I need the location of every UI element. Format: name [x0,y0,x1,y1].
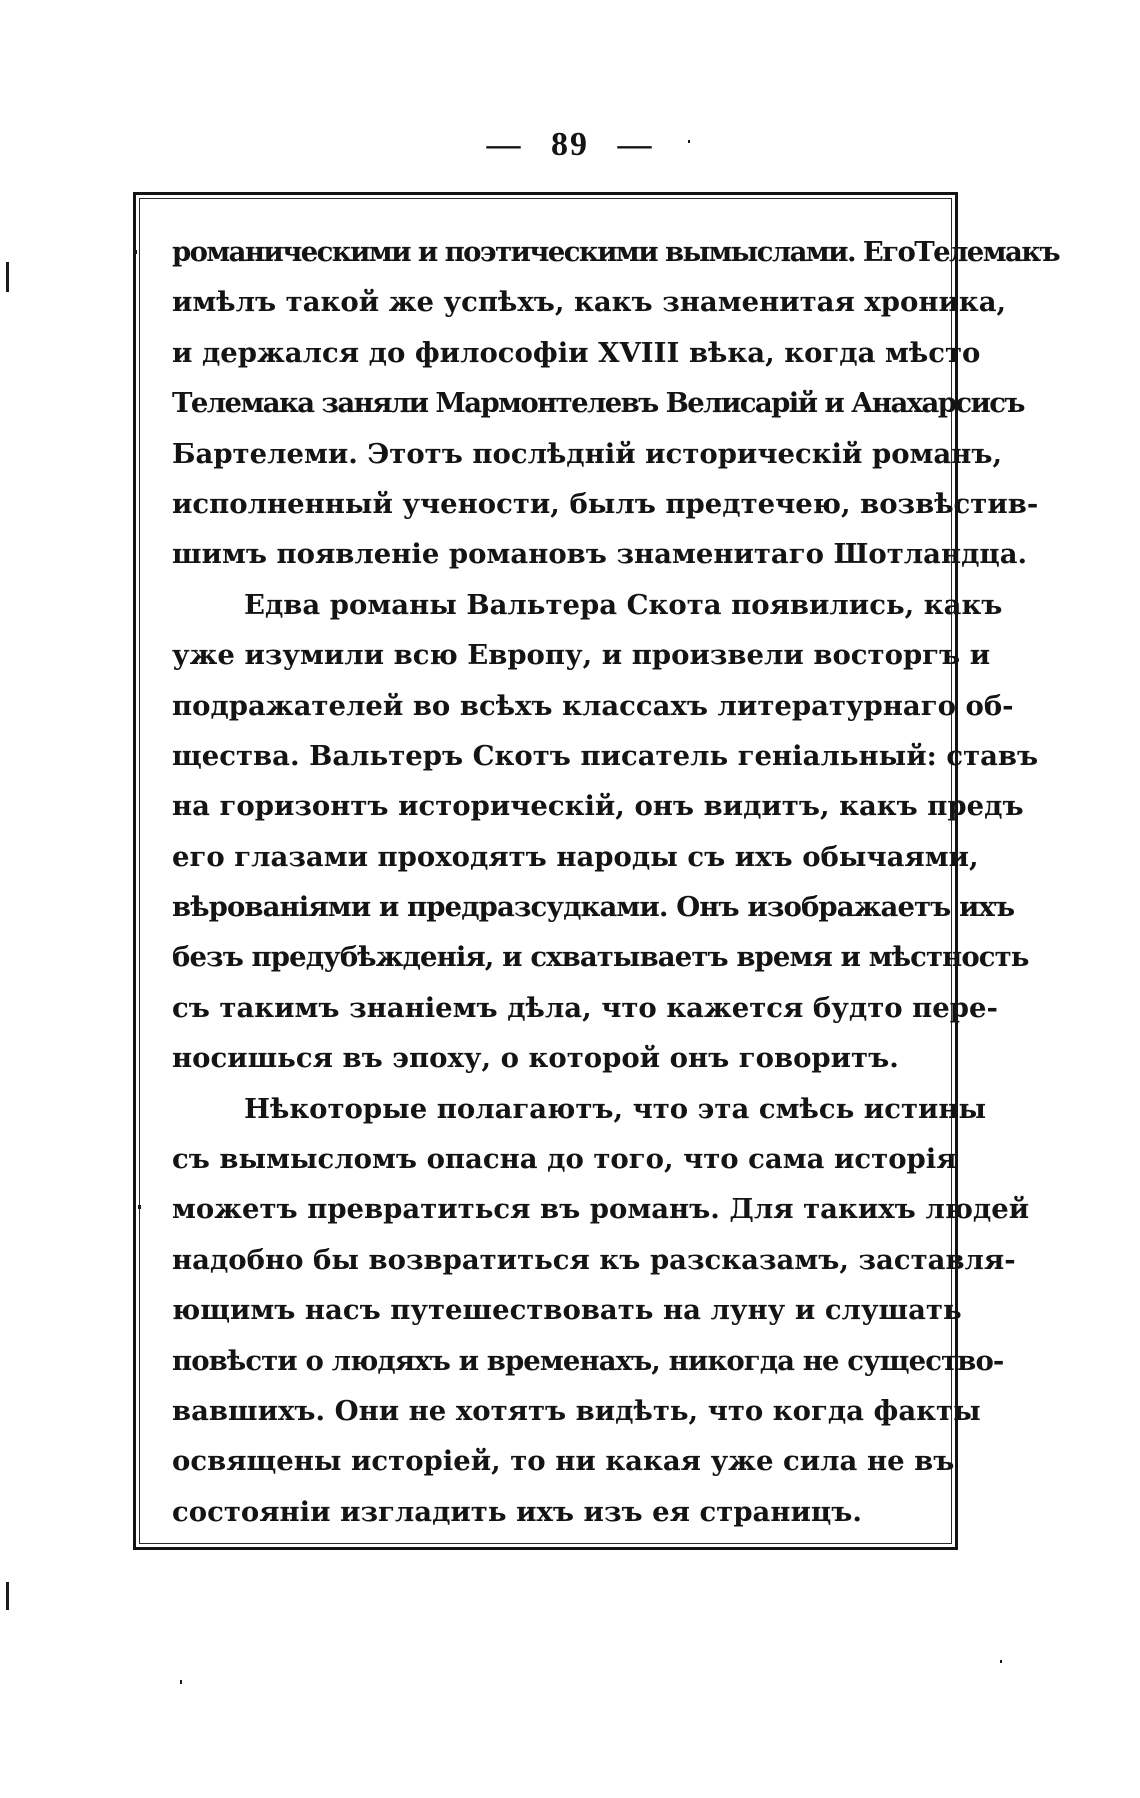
text-line: безъ предубѣжденія, и схватываетъ время и мѣстность [172,941,1029,974]
text-line: повѣсти о людяхъ и временахъ, никогда не существо- [172,1344,1004,1377]
scan-speck [138,1205,141,1209]
scan-speck [6,1582,9,1610]
text-line: можетъ превратиться въ романъ. Для такихъ людей [172,1193,1030,1226]
text-line: подражателей во всѣхъ классахъ литературнаго об- [172,689,1014,722]
scan-speck [688,140,690,143]
text-line: на горизонтъ историческій, онъ видитъ, какъ предъ [172,790,1024,823]
page-number-header [0,126,1140,164]
body-text [172,227,1059,1537]
page-number: 89 [551,126,589,163]
scan-speck [6,262,9,292]
scan-speck [1000,1660,1002,1663]
header-left-dash: — [486,126,523,163]
text-line: съ вымысломъ опасна до того, что сама исторія [172,1143,957,1176]
text-line: Телемака заняли Мармонтелевъ Велисарій и Анахарсисъ [172,387,1024,420]
text-line: состояніи изгладить ихъ изъ ея страницъ. [172,1495,862,1528]
text-line: надобно бы возвратиться къ разсказамъ, заставля- [172,1243,1016,1276]
text-line: Бартелеми. Этотъ послѣдній историческій романъ, [172,437,1003,470]
paragraph-first-line: Нѣкоторые полагаютъ, что эта смѣсь истины [244,1092,987,1125]
text-line: имѣлъ такой же успѣхъ, какъ знаменитая хроника, [172,286,1007,319]
text-line: щества. Вальтеръ Скотъ писатель геніальный: ставъ [172,739,1039,772]
text-line: романическими и поэтическими вымыслами. ЕгоТелемакъ [172,236,1059,268]
text-line: и держался до философіи XVIII вѣка, когда мѣсто [172,336,981,369]
text-line: вѣрованіями и предразсудками. Онъ изображаетъ ихъ [172,891,1015,924]
text-line: исполненный учености, былъ предтечею, возвѣстив- [172,487,1039,520]
text-line: ющимъ насъ путешествовать на луну и слушать [172,1294,962,1327]
text-line: его глазами проходятъ народы съ ихъ обычаями, [172,840,979,873]
scan-speck [134,250,137,254]
text-line: уже изумили всю Европу, и произвели восторгъ и [172,639,991,672]
text-line: носишься въ эпоху, о которой онъ говоритъ. [172,1042,899,1075]
text-line: съ такимъ знаніемъ дѣла, что кажется будто пере- [172,991,998,1024]
text-line: вавшихъ. Они не хотятъ видѣть, что когда факты [172,1394,981,1427]
header-right-dash: — [617,126,654,163]
paragraph-first-line: Едва романы Вальтера Скота появились, какъ [244,588,1003,621]
scan-speck [180,1680,182,1684]
text-line: шимъ появленіе романовъ знаменитаго Шотландца. [172,538,1028,571]
text-line: освящены исторіей, то ни какая уже сила не въ [172,1445,955,1478]
